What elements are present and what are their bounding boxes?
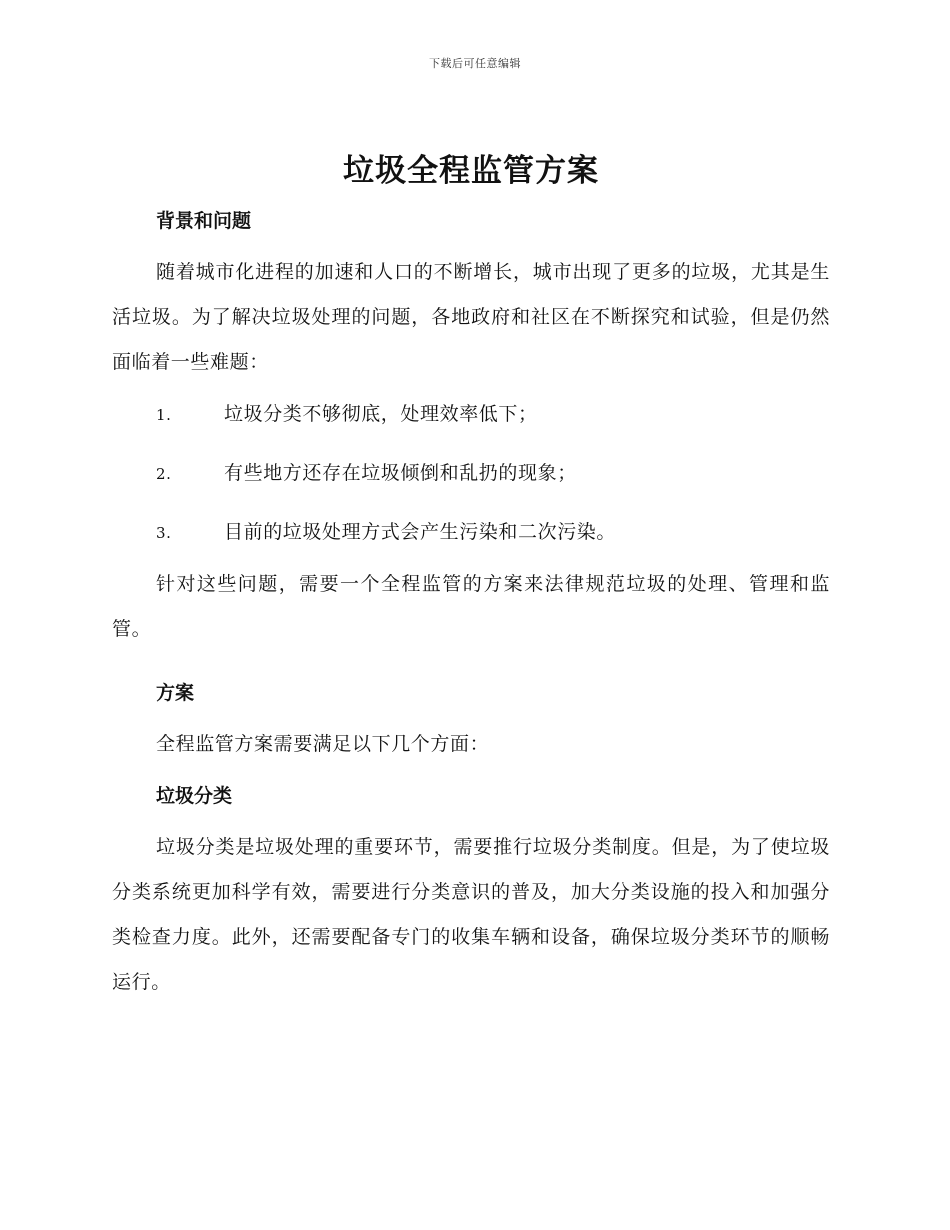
section-heading-background: 背景和问题	[156, 210, 252, 232]
list-item-text: 垃圾分类不够彻底，处理效率低下；	[224, 403, 538, 425]
list-item-number: 3.	[156, 524, 172, 542]
section-heading-classification: 垃圾分类	[156, 785, 233, 807]
document-title: 垃圾全程监管方案	[343, 153, 599, 189]
spacer	[112, 652, 830, 678]
list-item-number: 2.	[156, 465, 172, 483]
list-item-text: 目前的垃圾处理方式会产生污染和二次污染。	[224, 521, 617, 543]
spacer	[112, 708, 830, 722]
paragraph-classification-body: 垃圾分类是垃圾处理的重要环节，需要推行垃圾分类制度。但是，为了使垃圾分类系统更加科学有效，需要进行分类意识的普及，加大分类设施的投入和加强分类检查力度。此外，还需要配备专门的收集车辆和设备，确保垃圾分类环节的顺畅运行。	[112, 836, 830, 993]
problem-list	[112, 385, 830, 562]
document-body	[112, 148, 830, 1005]
paragraph-plan-intro: 全程监管方案需要满足以下几个方面：	[156, 733, 490, 755]
header-note: 下载后可任意编辑	[429, 57, 521, 70]
section-heading-plan: 方案	[156, 682, 195, 704]
list-item-text: 有些地方还存在垃圾倾倒和乱扔的现象；	[224, 462, 577, 484]
list-item	[112, 385, 830, 444]
paragraph-background-conclusion: 针对这些问题，需要一个全程监管的方案来法律规范垃圾的处理、管理和监管。	[112, 573, 830, 640]
spacer	[112, 767, 830, 781]
spacer	[112, 811, 830, 825]
list-item	[112, 503, 830, 562]
list-item	[112, 444, 830, 503]
paragraph-background-intro: 随着城市化进程的加速和人口的不断增长，城市出现了更多的垃圾，尤其是生活垃圾。为了解决垃圾处理的问题，各地政府和社区在不断探究和试验，但是仍然面临着一些难题：	[112, 261, 830, 373]
spacer	[112, 236, 830, 250]
list-item-number: 1.	[156, 406, 172, 424]
